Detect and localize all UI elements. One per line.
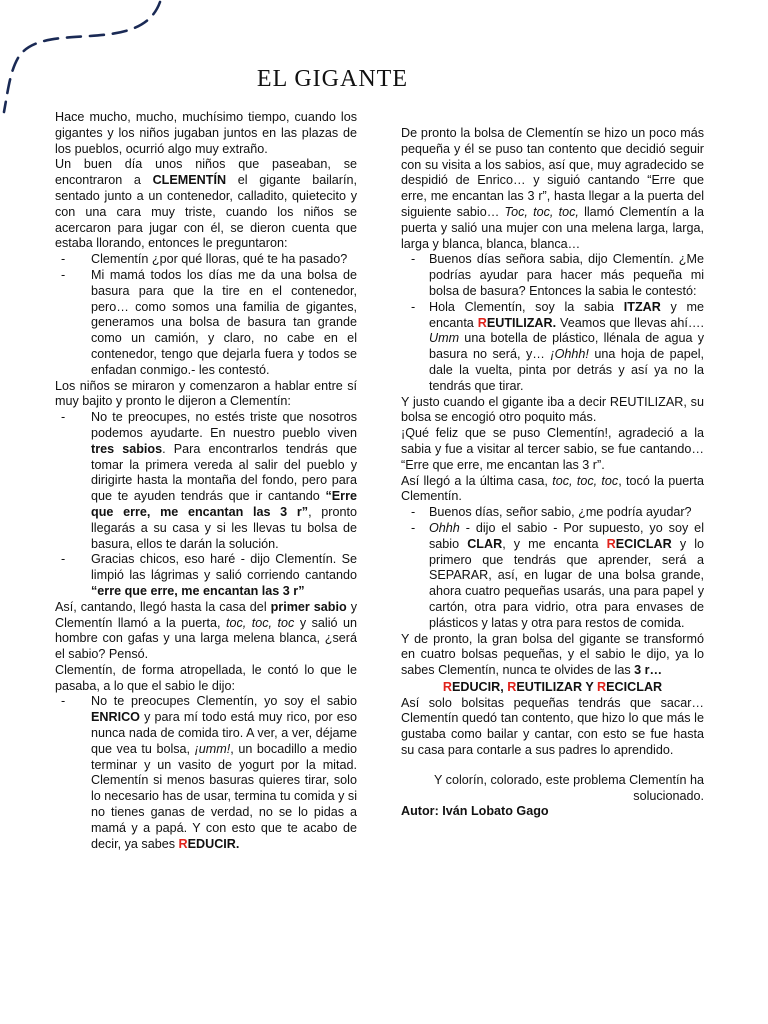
right-column (401, 126, 704, 820)
paragraph: Y de pronto, la gran bolsa del gigante se transformó en cuatro bolsas pequeñas, y el sabio le dijo, ya lo sabes Clementín, nunca te olvides de las 3 r… (401, 631, 704, 678)
paragraph: Así llegó a la última casa, toc, toc, toc, tocó la puerta Clementín. (401, 473, 704, 504)
list-item: - Mi mamá todos los días me da una bolsa de basura para que la tire en el contenedor, pero… como somos una familia de gigantes, generamos una bolsa de basura tan grande como un camión, y claro, no cabe en el contenedor, tengo que dejarla fuera y todos se enfadan conmigo.- les contestó. (55, 268, 357, 379)
paragraph: Y justo cuando el gigante iba a decir REUTILIZAR, su bolsa se encogió otro poquito más. (401, 394, 704, 425)
list-item: - No te preocupes, no estés triste que nosotros podemos ayudarte. En nuestro pueblo viven tres sabios. Para encontrarlos tendrás que tomar la primera vereda al salir del pueblo y dirigirte hasta la montaña del fondo, pero para que te ayuden tendrás que ir cantando “Erre que erre, me encantan las 3 r”, pronto llegarás a su casa y si les llevas tu bolsa de basura, ellos te darán la solución. (55, 410, 357, 552)
dialogue-list (401, 505, 704, 631)
list-item: - Hola Clementín, soy la sabia ITZAR y me encanta REUTILIZAR. Veamos que llevas ahí…. Umm una botella de plástico, llénala de agua y basura no será, y… ¡Ohhh! una hoja de papel, dale la vuelta, pinta por detrás y así ya no la tendrás que tirar. (401, 300, 704, 395)
paragraph: Clementín, de forma atropellada, le contó lo que le pasaba, a lo que el sabio le dijo: (55, 662, 357, 693)
paragraph: Los niños se miraron y comenzaron a hablar entre sí muy bajito y pronto le dijeron a Clementín: (55, 378, 357, 409)
dashed-swirl-decoration (0, 0, 180, 120)
dialogue-list (55, 694, 357, 852)
dialogue-list (55, 410, 357, 600)
dialogue-list (55, 252, 357, 378)
paragraph: Así, cantando, llegó hasta la casa del primer sabio y Clementín llamó a la puerta, toc, toc, toc y salió un hombre con gafas y una larga melena blanca, ¿será el sabio? Pensó. (55, 599, 357, 662)
list-item: - Gracias chicos, eso haré - dijo Clementín. Se limpió las lágrimas y salió corriendo cantando “erre que erre, me encantan las 3 r” (55, 552, 357, 599)
closing-line: Y colorín, colorado, este problema Clementín ha solucionado. (434, 772, 704, 803)
list-item: - Ohhh - dijo el sabio - Por supuesto, yo soy el sabio CLAR, y me encanta RECICLAR y lo primero que tendrás que aprender, será a SEPARAR, así, en lugar de una bolsa grande, ahora cuatro pequeñas usarás, una para papel y cartón, otra para vidrio, otra para envases de plásticos y latas y otra para restos de comida. (401, 521, 704, 632)
paragraph: Un buen día unos niños que paseaban, se encontraron a CLEMENTÍN el gigante bailarín, sentado junto a un contenedor, calladito, quietecito y con una cara muy triste, cuando los niños se acercaron para jugar con él, se dieron cuenta que estaba llorando, entonces le preguntaron: (55, 157, 358, 251)
list-item: - Clementín ¿por qué lloras, qué te ha pasado? (55, 252, 357, 268)
list-item: - Buenos días señora sabia, dijo Clementín. ¿Me podrías ayudar para hacer más pequeña mi bolsa de basura? Entonces la sabia le contestó: (401, 252, 704, 299)
list-item: - Buenos días, señor sabio, ¿me podría ayudar? (401, 505, 704, 521)
three-r-slogan: REDUCIR, REUTILIZAR Y RECICLAR (442, 679, 663, 694)
paragraph: ¡Qué feliz que se puso Clementín!, agradeció a la sabia y fue a visitar al tercer sabio, se fue cantando… “Erre que erre, me encantan las 3 r”. (401, 426, 704, 472)
paragraph: Hace mucho, mucho, muchísimo tiempo, cuando los gigantes y los niños jugaban juntos en las plazas de los pueblos, ocurrió algo muy extraño. (55, 110, 357, 156)
dialogue-list (401, 252, 704, 394)
list-item: - No te preocupes Clementín, yo soy el sabio ENRICO y para mí todo está muy rico, por eso nunca nada de comida tiro. A ver, a ver, déjame que vea tu bolsa, ¡umm!, un bocadillo a medio terminar y un vasito de yogurt por la mitad. Clementín si menos basuras quieres tirar, solo lo necesario has de usar, termina tu comida y si no tienes ganas de verdad, no se lo pidas a mamá y a papá. Y con esto que te acabo de decir, ya sabes REDUCIR. (55, 694, 357, 852)
paragraph: De pronto la bolsa de Clementín se hizo un poco más pequeña y él se puso tan contento que decidió seguir con su visita a los sabios, así que, muy agradecido se despidió de Enrico… y siguió cantando “Erre que erre, me encantan las 3 r”, hasta llegar a la puerta del siguiente sabio… Toc, toc, toc, llamó Clementín a la puerta y salió una mujer con una melena larga, larga, larga y blanca, blanca, blanca… (401, 126, 704, 251)
left-column (55, 110, 357, 852)
story-title: EL GIGANTE (256, 66, 408, 92)
author-credit: Autor: Iván Lobato Gago (401, 804, 549, 819)
paragraph: Así solo bolsitas pequeñas tendrás que sacar… Clementín quedó tan contento, que hizo lo que más le gustaba como bailar y cantar, con esto se fue hasta su casa para contarle a sus padres lo aprendido. (401, 695, 704, 758)
